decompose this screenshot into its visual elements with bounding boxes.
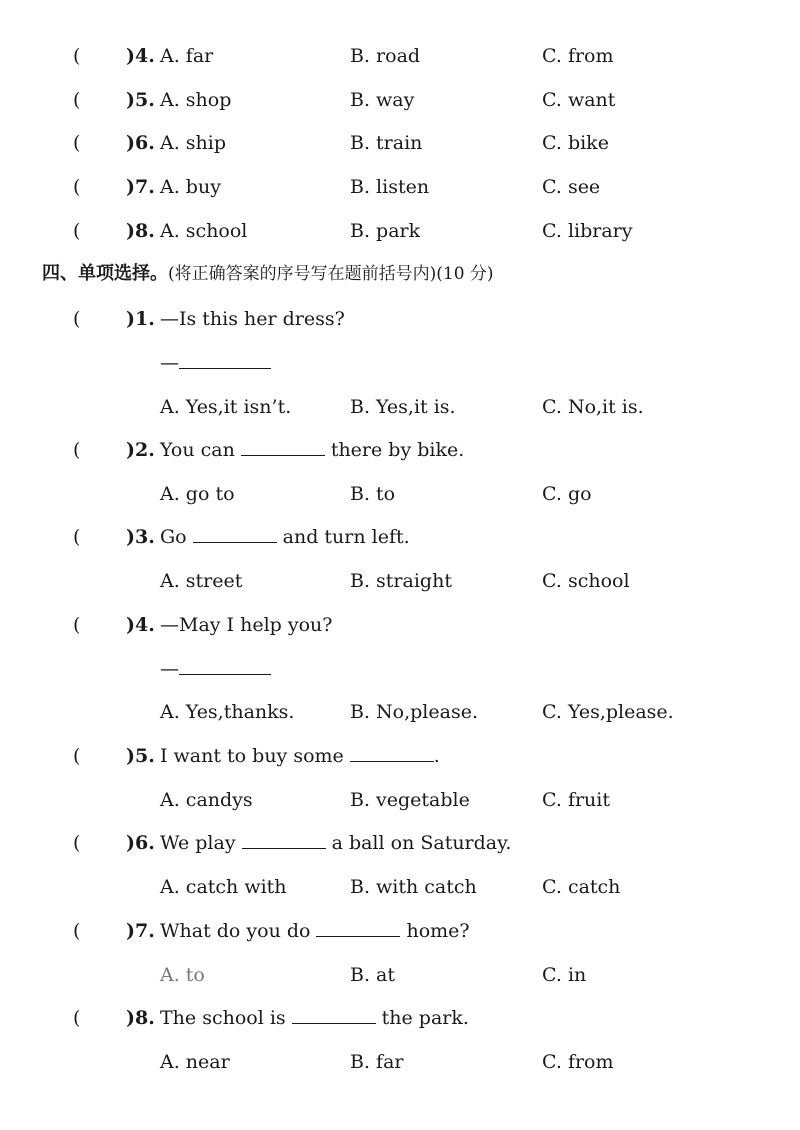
question-5 (0, 741, 800, 771)
question-number: )7. (126, 176, 155, 198)
option-c: C. Yes,please. (542, 701, 674, 723)
section-heading (42, 259, 494, 289)
question-8-options (0, 1047, 800, 1077)
question-number: )8. (126, 1007, 155, 1029)
question-1 (0, 304, 800, 334)
option-a: A. far (160, 45, 214, 67)
option-a: A. catch with (160, 876, 287, 898)
part3-row-5 (0, 85, 800, 115)
stem-before-blank: What do you do (160, 920, 311, 942)
question-6 (0, 828, 800, 858)
option-c: C. No,it is. (542, 396, 644, 418)
fill-blank[interactable] (350, 741, 434, 762)
answer-blank[interactable] (179, 654, 271, 675)
stem-before-blank: The school is (160, 1007, 286, 1029)
question-6-options (0, 872, 800, 902)
section-instruction: (将正确答案的序号写在题前括号内)(10 分) (168, 264, 494, 284)
question-stem: —Is this her dress? (160, 308, 345, 330)
option-c: C. school (542, 570, 630, 592)
question-number: )1. (126, 308, 155, 330)
stem-after-blank: a ball on Saturday. (331, 832, 512, 854)
stem-after-blank: the park. (381, 1007, 469, 1029)
question-number: )5. (126, 745, 155, 767)
option-a: A. buy (160, 176, 221, 198)
question-number: )4. (126, 614, 155, 636)
option-c: C. go (542, 483, 592, 505)
question-number: )6. (126, 132, 155, 154)
option-c: C. fruit (542, 789, 611, 811)
stem-before-blank: We play (160, 832, 236, 854)
option-c: C. want (542, 89, 616, 111)
stem-after-blank: . (433, 745, 440, 767)
fill-blank[interactable] (193, 522, 277, 543)
answer-paren-open[interactable]: ( (73, 308, 81, 330)
option-a: A. to (160, 964, 205, 986)
question-number: )2. (126, 439, 155, 461)
option-a: A. Yes,it isn’t. (160, 396, 292, 418)
fill-blank[interactable] (241, 435, 325, 456)
question-7 (0, 916, 800, 946)
answer-paren-open[interactable]: ( (73, 832, 81, 854)
stem-before-blank: Go (160, 526, 187, 548)
option-a: A. ship (160, 132, 227, 154)
option-b: B. far (350, 1051, 404, 1073)
option-b: B. road (350, 45, 421, 67)
option-a: A. Yes,thanks. (160, 701, 295, 723)
option-b: B. train (350, 132, 423, 154)
answer-paren-open[interactable]: ( (73, 920, 81, 942)
answer-paren-open[interactable]: ( (73, 132, 81, 154)
answer-paren-open[interactable]: ( (73, 89, 81, 111)
question-1-answer-line (0, 348, 800, 378)
answer-paren-open[interactable]: ( (73, 176, 81, 198)
option-b: B. Yes,it is. (350, 396, 456, 418)
fill-blank[interactable] (242, 828, 326, 849)
option-b: B. at (350, 964, 396, 986)
option-c: C. catch (542, 876, 621, 898)
option-a: A. near (160, 1051, 230, 1073)
stem-before-blank: You can (160, 439, 235, 461)
section-title: 四、单项选择。 (42, 263, 168, 284)
option-b: B. park (350, 220, 421, 242)
stem-before-blank: I want to buy some (160, 745, 344, 767)
stem-after-blank: there by bike. (330, 439, 465, 461)
question-number: )3. (126, 526, 155, 548)
stem-after-blank: home? (406, 920, 470, 942)
part3-row-4 (0, 41, 800, 71)
question-3-options (0, 566, 800, 596)
answer-dash: — (160, 658, 179, 680)
stem-after-blank: and turn left. (282, 526, 410, 548)
option-b: B. way (350, 89, 415, 111)
question-2-options (0, 479, 800, 509)
question-1-options (0, 392, 800, 422)
question-4 (0, 610, 800, 640)
question-number: )5. (126, 89, 155, 111)
option-c: C. see (542, 176, 601, 198)
question-5-options (0, 785, 800, 815)
answer-dash: — (160, 352, 179, 374)
question-8 (0, 1003, 800, 1033)
answer-paren-open[interactable]: ( (73, 614, 81, 636)
part3-row-8 (0, 216, 800, 246)
option-a: A. street (160, 570, 243, 592)
option-b: B. to (350, 483, 396, 505)
answer-paren-open[interactable]: ( (73, 439, 81, 461)
question-4-answer-line (0, 654, 800, 684)
option-a: A. go to (160, 483, 235, 505)
answer-paren-open[interactable]: ( (73, 45, 81, 67)
question-stem (160, 1003, 469, 1033)
option-a: A. candys (160, 789, 253, 811)
option-c: C. in (542, 964, 587, 986)
option-c: C. from (542, 45, 614, 67)
answer-paren-open[interactable]: ( (73, 1007, 81, 1029)
option-c: C. bike (542, 132, 609, 154)
question-stem (160, 522, 410, 552)
question-number: )8. (126, 220, 155, 242)
question-number: )6. (126, 832, 155, 854)
question-7-options (0, 960, 800, 990)
part3-row-7 (0, 172, 800, 202)
question-stem (160, 916, 470, 946)
option-c: C. library (542, 220, 633, 242)
answer-blank[interactable] (179, 348, 271, 369)
question-stem: —May I help you? (160, 614, 333, 636)
question-number: )7. (126, 920, 155, 942)
question-2 (0, 435, 800, 465)
answer-paren-open[interactable]: ( (73, 220, 81, 242)
option-a: A. school (160, 220, 248, 242)
question-3 (0, 522, 800, 552)
question-stem (160, 435, 464, 465)
option-b: B. listen (350, 176, 430, 198)
option-b: B. No,please. (350, 701, 478, 723)
fill-blank[interactable] (292, 1003, 376, 1024)
answer-paren-open[interactable]: ( (73, 526, 81, 548)
question-stem (160, 741, 440, 771)
part3-row-6 (0, 128, 800, 158)
question-4-options (0, 697, 800, 727)
option-b: B. straight (350, 570, 452, 592)
answer-paren-open[interactable]: ( (73, 745, 81, 767)
option-a: A. shop (160, 89, 232, 111)
option-b: B. vegetable (350, 789, 470, 811)
question-number: )4. (126, 45, 155, 67)
question-stem (160, 828, 511, 858)
fill-blank[interactable] (316, 916, 400, 937)
option-b: B. with catch (350, 876, 477, 898)
option-c: C. from (542, 1051, 614, 1073)
